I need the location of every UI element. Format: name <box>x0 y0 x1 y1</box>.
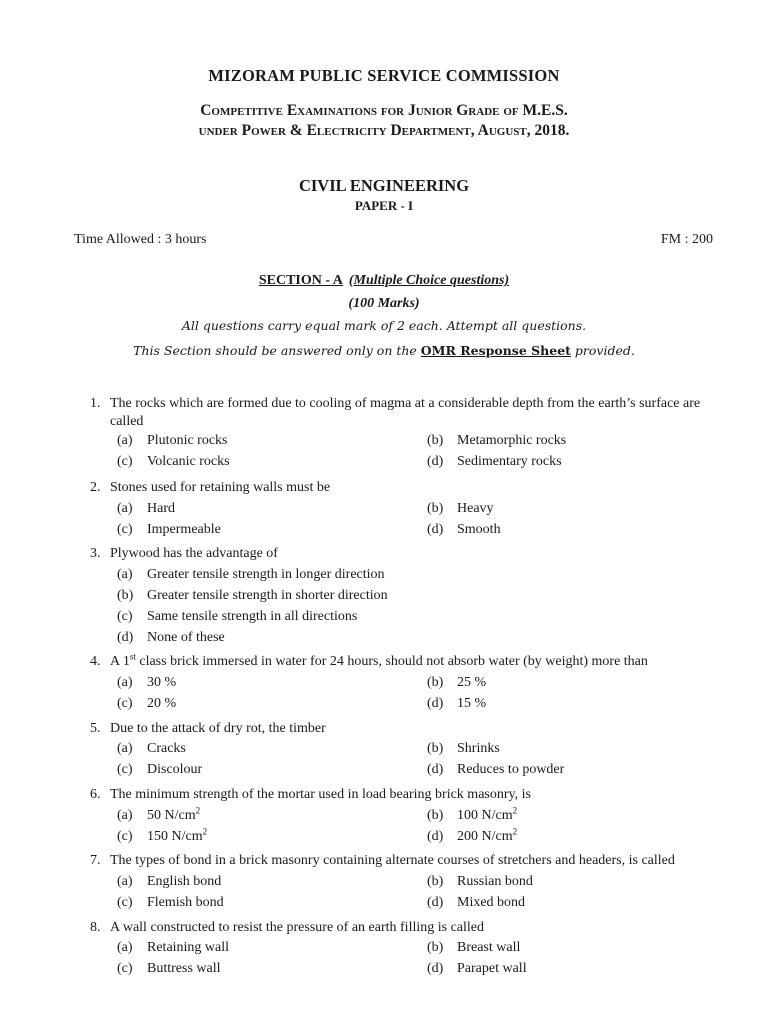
option-text: Same tensile strength in all directions <box>147 609 358 624</box>
option-text: 150 $N/cm^2$ <box>147 826 208 844</box>
option-label: (a) <box>117 567 133 582</box>
option-label: (b) <box>427 808 444 823</box>
option-text: Impermeable <box>147 522 221 537</box>
option-text: 20 % <box>147 696 177 711</box>
exam-subtitle-line1: Competitive Examinations for Junior Grade of M.E.S. <box>200 102 568 119</box>
time-allowed: Time Allowed : 3 hours <box>74 232 207 247</box>
option-label: (a) <box>117 940 133 955</box>
question-text: The rocks which are formed due to cooling of magma at a considerable depth from the earth’s surface are called <box>110 396 701 429</box>
option-text: Russian bond <box>457 874 533 889</box>
option-label: (c) <box>117 454 133 469</box>
option-label: (b) <box>427 501 444 516</box>
option-text: 25 % <box>457 675 487 690</box>
option-label: (b) <box>117 588 134 603</box>
question-number: 2. <box>90 480 101 495</box>
question-number: 7. <box>90 853 101 868</box>
option-text: Plutonic rocks <box>147 433 228 448</box>
option-text: Cracks <box>147 741 186 756</box>
question-text: Stones used for retaining walls must be <box>110 480 331 495</box>
exam-subtitle-line2: under Power & Electricity Department, August, 2018. <box>198 122 570 139</box>
option-text: 50 $N/cm^2$ <box>147 805 201 823</box>
option-text: Volcanic rocks <box>147 454 230 469</box>
section-heading <box>0 273 768 289</box>
option-label: (b) <box>427 940 444 955</box>
option-text: Shrinks <box>457 741 500 756</box>
option-label: (a) <box>117 501 133 516</box>
section-type: (Multiple Choice questions) <box>348 273 510 288</box>
question-text: The minimum strength of the mortar used in load bearing brick masonry, is <box>110 787 531 802</box>
option-label: (d) <box>427 522 444 537</box>
question-number: 4. <box>90 654 101 669</box>
option-text: Reduces to powder <box>457 762 565 777</box>
question-text: A 1st class brick immersed in water for 24 hours, should not absorb water (by weight) more than <box>110 651 648 669</box>
instruction-omr: This Section should be answered only on the OMR Response Sheet provided. <box>133 343 635 358</box>
option-label: (a) <box>117 741 133 756</box>
option-text: Smooth <box>457 522 501 537</box>
option-text: Parapet wall <box>457 961 527 976</box>
question-text: Plywood has the advantage of <box>110 546 278 561</box>
option-text: Mixed bond <box>457 895 526 910</box>
option-label: (d) <box>427 829 444 844</box>
option-label: (a) <box>117 675 133 690</box>
question-text: A wall constructed to resist the pressure of an earth filling is called <box>110 920 485 935</box>
section-title: SECTION - A <box>258 273 343 288</box>
option-text: Sedimentary rocks <box>457 454 562 469</box>
question-text: The types of bond in a brick masonry containing alternate courses of stretchers and headers, is called <box>110 853 675 868</box>
option-label: (d) <box>427 762 444 777</box>
question-number: 5. <box>90 721 101 736</box>
option-label: (a) <box>117 808 133 823</box>
option-text: Greater tensile strength in longer direction <box>147 567 385 582</box>
option-text: Heavy <box>457 501 494 516</box>
option-label: (d) <box>427 895 444 910</box>
option-text: English bond <box>147 874 222 889</box>
option-text: Retaining wall <box>147 940 230 955</box>
commission-title: MIZORAM PUBLIC SERVICE COMMISSION <box>208 66 560 85</box>
option-text: 200 $N/cm^2$ <box>457 826 518 844</box>
option-text: Buttress wall <box>147 961 221 976</box>
option-label: (a) <box>117 433 133 448</box>
question-number: 3. <box>90 546 101 561</box>
question-number: 6. <box>90 787 101 802</box>
omr-sheet-label: OMR Response Sheet <box>420 343 571 358</box>
question-number: 8. <box>90 920 101 935</box>
option-label: (c) <box>117 522 133 537</box>
option-text: 30 % <box>147 675 177 690</box>
option-label: (b) <box>427 874 444 889</box>
option-label: (c) <box>117 762 133 777</box>
option-label: (d) <box>427 696 444 711</box>
option-text: Breast wall <box>457 940 521 955</box>
option-label: (c) <box>117 696 133 711</box>
option-label: (b) <box>427 433 444 448</box>
option-text: Discolour <box>147 762 203 777</box>
question-text: Due to the attack of dry rot, the timber <box>110 721 326 736</box>
option-label: (c) <box>117 829 133 844</box>
subject-title: CIVIL ENGINEERING <box>298 176 470 195</box>
option-label: (c) <box>117 895 133 910</box>
option-label: (b) <box>427 741 444 756</box>
option-text: Hard <box>147 501 175 516</box>
option-label: (d) <box>117 630 134 645</box>
paper-number: PAPER - I <box>354 198 414 213</box>
option-text: 15 % <box>457 696 487 711</box>
option-label: (b) <box>427 675 444 690</box>
full-marks: FM : 200 <box>660 232 713 247</box>
option-label: (d) <box>427 454 444 469</box>
option-label: (a) <box>117 874 133 889</box>
option-text: Flemish bond <box>147 895 224 910</box>
option-text: 100 $N/cm^2$ <box>457 805 518 823</box>
option-text: None of these <box>147 630 225 645</box>
option-label: (c) <box>117 609 133 624</box>
option-text: Greater tensile strength in shorter direction <box>147 588 388 603</box>
option-label: (c) <box>117 961 133 976</box>
instruction-marks: All questions carry equal mark of 2 each. Attempt all questions. <box>181 318 587 333</box>
question-number: 1. <box>90 396 101 411</box>
section-marks: (100 Marks) <box>348 296 420 311</box>
option-text: Metamorphic rocks <box>457 433 567 448</box>
option-label: (d) <box>427 961 444 976</box>
